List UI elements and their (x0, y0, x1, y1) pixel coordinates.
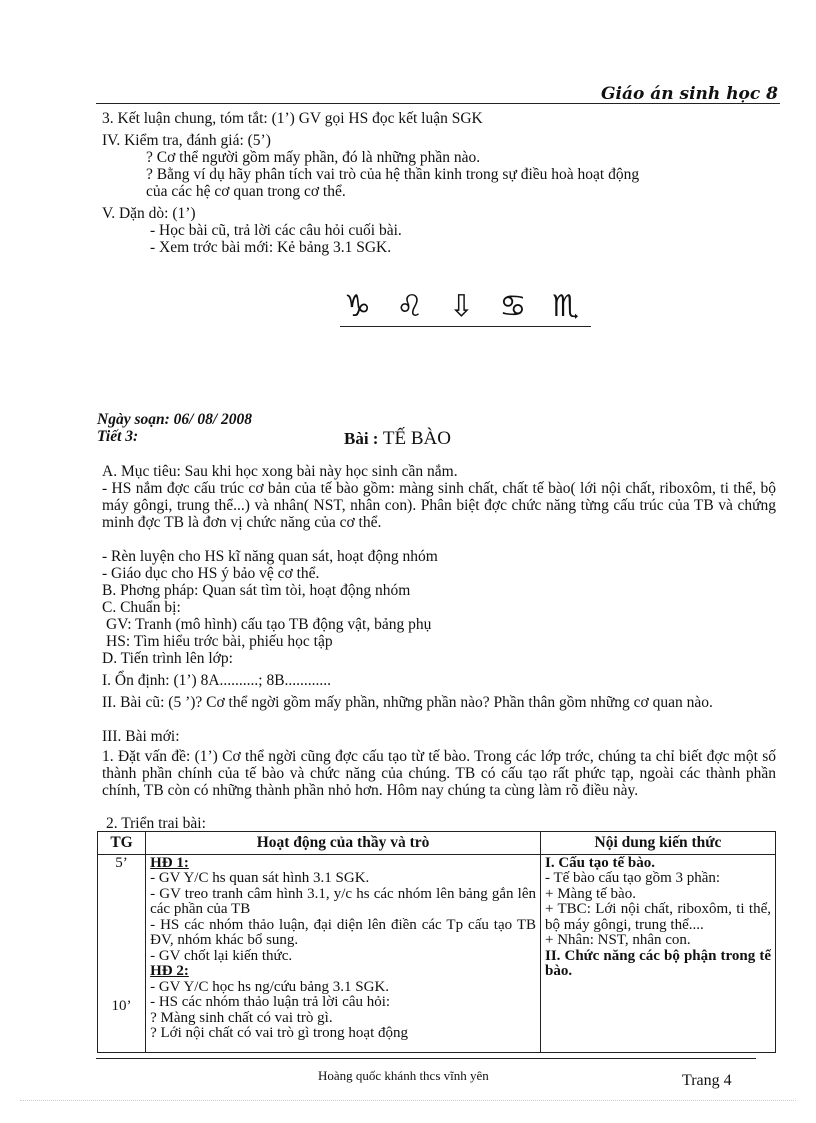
ornament-divider: ♑ ♌ ⇩ ♋ ♏ (340, 289, 591, 327)
assessment-q1: ? Cơ thể người gồm mấy phần, đó là những phần nào. (146, 149, 481, 166)
activity-item: ? Lới nội chất có vai trò gì trong hoạt động (150, 1025, 408, 1041)
content-heading-1: I. Cấu tạo tế bào. (545, 855, 656, 871)
activity-item: - HS các nhóm thảo luận trả lời câu hỏi: (150, 994, 391, 1010)
header-content: Nội dung kiến thức (541, 832, 776, 855)
time-hd1: 5’ (115, 854, 128, 871)
lesson-name: TẾ BÀO (382, 428, 451, 449)
method-line: B. Phơng pháp: Quan sát tìm tòi, hoạt động nhóm (102, 582, 411, 599)
preparation-teacher: GV: Tranh (mô hình) cấu tạo TB động vật, bảng phụ (106, 616, 432, 633)
homework-item-1: - Học bài cũ, trả lời các câu hỏi cuối bài. (150, 222, 402, 239)
activity-item: - GV treo tranh câm hình 3.1, y/c hs các nhóm lên bảng gắn lên các phần của TB (150, 885, 536, 917)
content-item: + Nhân: NST, nhân con. (545, 932, 691, 948)
objectives-skills: - Rèn luyện cho HS kĩ năng quan sát, hoạt động nhóm (102, 548, 438, 565)
hd2-label: HĐ 2: (150, 963, 189, 979)
assessment-q2: ? Bằng ví dụ hãy phân tích vai trò của hệ thần kinh trong sự điều hoà hoạt động (146, 166, 640, 183)
footer-divider (96, 1058, 756, 1059)
lesson-title (344, 428, 451, 450)
content-item: + TBC: Lới nội chất, riboxôm, ti thể, bộ máy gôngi, trung thể.... (545, 901, 771, 933)
objectives-heading: A. Mục tiêu: Sau khi học xong bài này học sinh cần nắm. (102, 463, 458, 480)
preparation-heading: C. Chuẩn bị: (102, 599, 181, 616)
class-stabilize: I. Ổn định: (1’) 8A..........; 8B............ (102, 672, 332, 689)
activity-item: - GV chốt lại kiến thức. (150, 947, 293, 964)
preparation-students: HS: Tìm hiểu trớc bài, phiếu học tập (106, 633, 333, 650)
old-lesson-check: II. Bài cũ: (5 ’)? Cơ thể ngời gồm mấy phần, những phần nào? Phần thân gồm những cơ quan nào. (102, 694, 713, 711)
prep-date: Ngày soạn: 06/ 08/ 2008 (97, 411, 252, 428)
assessment-q2-cont: của các hệ cơ quan trong cơ thể. (146, 183, 346, 200)
content-item: + Màng tế bào. (545, 885, 636, 902)
objectives-knowledge: - HS nắm đợc cấu trúc cơ bản của tế bào gồm: màng sinh chất, chất tế bào( lới nội chất, riboxôm, ti thể, bộ máy gôngi, trung thể...) và nhân( NST, nhân con). Phân biệt đợc chức năng từng cấu trúc của TB và chứng minh đợc TB là đơn vị chức năng của cơ thể. (102, 480, 776, 531)
procedure-heading: D. Tiến trình lên lớp: (102, 650, 233, 667)
content-item: - Tế bào cấu tạo gồm 3 phần: (545, 870, 721, 886)
activity-item: - GV Y/C học hs ng/cứu bảng 3.1 SGK. (150, 978, 390, 995)
introduction-paragraph: 1. Đặt vấn đề: (1’) Cơ thể ngời cũng đợc cấu tạo từ tế bào. Trong các lớp trớc, chúng ta chỉ biết đợc một số thành phần chính của tế bào và chức năng của chúng. TB có cấu tạo rất phức tạp, ngoài các thành phần chính, TB còn có những thành phần nhỏ hơn. Hôm nay chúng ta cùng làm rõ điều này. (102, 748, 776, 799)
activity-item: - GV Y/C hs quan sát hình 3.1 SGK. (150, 870, 370, 886)
period-label: Tiết 3: (97, 428, 139, 445)
page-number: Trang 4 (682, 1072, 732, 1089)
header-divider (96, 103, 780, 104)
lesson-bai-label: Bài : (344, 429, 379, 448)
time-hd2: 10’ (111, 997, 132, 1014)
table-header-row (98, 832, 776, 855)
conclusion-line: 3. Kết luận chung, tóm tắt: (1’) GV gọi HS đọc kết luận SGK (102, 110, 483, 127)
assessment-heading: IV. Kiểm tra, đánh giá: (5’) (102, 132, 271, 149)
header-activities: Hoạt động của thầy và trò (146, 832, 541, 855)
objectives-attitude: - Giáo dục cho HS ý bảo vệ cơ thể. (102, 565, 320, 582)
homework-item-2: - Xem trớc bài mới: Kẻ bảng 3.1 SGK. (150, 239, 392, 256)
hd1-label: HĐ 1: (150, 855, 189, 871)
lesson-activity-table (97, 831, 776, 1053)
footer-author: Hoàng quốc khánh thcs vĩnh yên (318, 1068, 489, 1083)
content-cell (541, 854, 776, 1052)
time-cell (98, 854, 146, 1052)
activity-item: - HS các nhóm thảo luận, đại diện lên điền các Tp cấu tạo TB ĐV, nhóm khác bổ sung. (150, 916, 536, 948)
content-heading-2: II. Chức năng các bộ phận trong tế bào. (545, 947, 771, 979)
page-edge-dots (20, 1100, 796, 1101)
header-tg: TG (98, 832, 146, 855)
activity-item: ? Màng sinh chất có vai trò gì. (150, 1009, 333, 1026)
header-title: Giáo án sinh học 8 (600, 84, 778, 104)
homework-heading: V. Dặn dò: (1’) (102, 205, 196, 222)
table-row (98, 854, 776, 1052)
activities-cell (146, 854, 541, 1052)
new-lesson-heading: III. Bài mới: (102, 728, 180, 745)
development-heading: 2. Triển trai bài: (106, 815, 206, 832)
